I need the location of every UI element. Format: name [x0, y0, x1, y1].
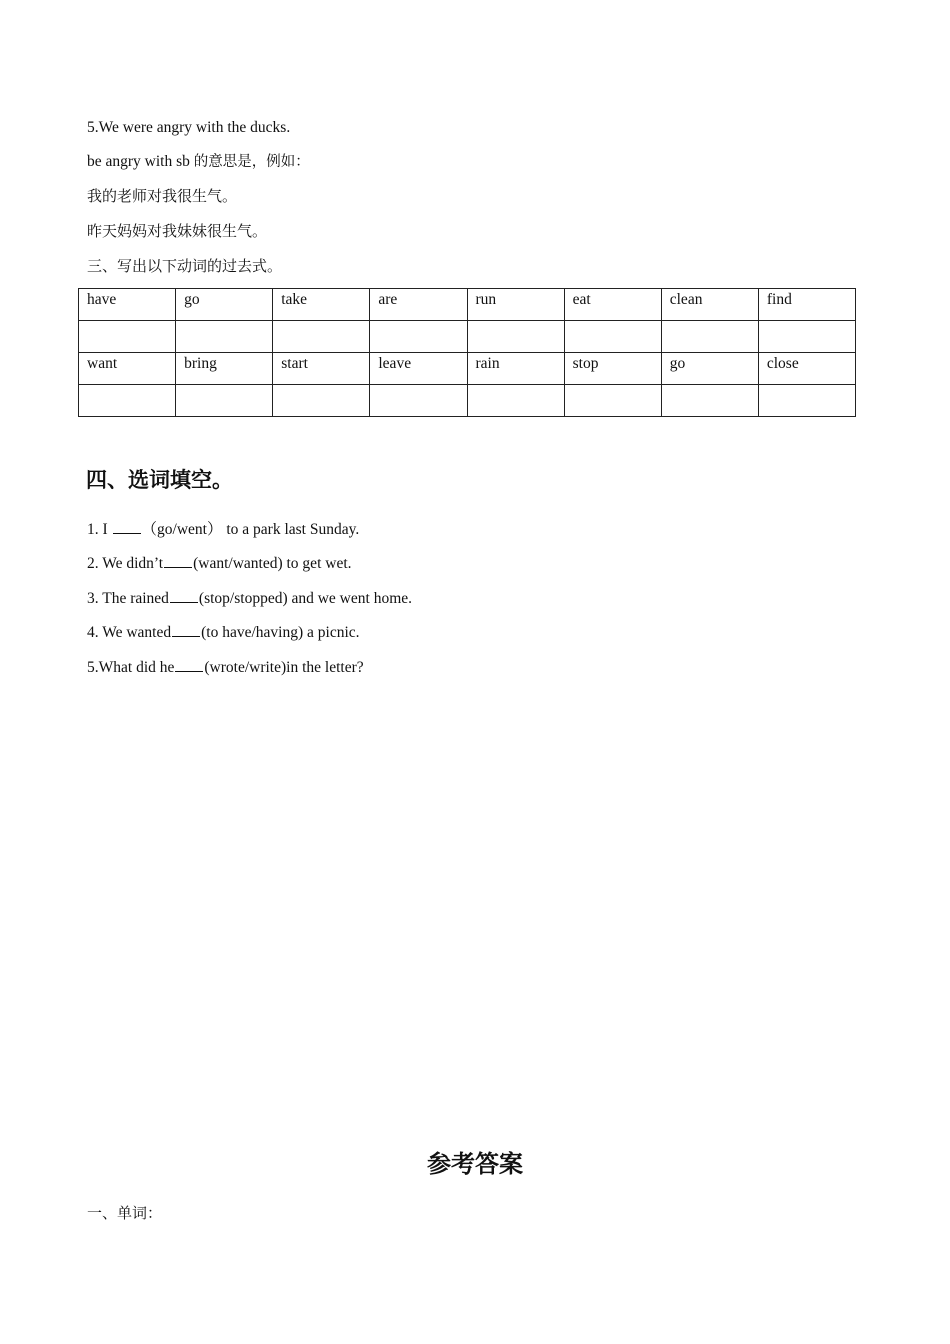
verb-cell: are [370, 289, 467, 321]
answer-key-title: 参考答案 [427, 1150, 523, 1178]
answer-blank[interactable] [172, 621, 200, 637]
verb-cell: bring [176, 353, 273, 385]
fill-item-2-options: (want/wanted) to get wet. [193, 555, 352, 572]
phrase-note-en: be angry with sb [87, 153, 194, 170]
fill-item-1 [87, 518, 359, 540]
fill-item-5 [87, 656, 364, 678]
answer-cell[interactable] [564, 385, 661, 417]
section-3-title: 三、写出以下动词的过去式。 [87, 257, 283, 275]
fill-item-5-options: (wrote/write)in the letter? [204, 659, 364, 676]
table-row-answers [79, 385, 856, 417]
section-4-title: 四、选词填空。 [86, 468, 233, 492]
answer-blank[interactable] [164, 552, 192, 568]
verb-cell: go [661, 353, 758, 385]
answer-cell[interactable] [661, 321, 758, 353]
fill-item-4-text: 4. We wanted [87, 624, 172, 641]
answer-blank[interactable] [175, 656, 203, 672]
verb-cell: run [467, 289, 564, 321]
answer-cell[interactable] [467, 321, 564, 353]
phrase-note [87, 152, 310, 172]
fill-item-1-text: 1. I [87, 521, 112, 538]
verb-table [78, 288, 856, 417]
fill-item-5-text: 5.What did he [87, 659, 175, 676]
example-2: 昨天妈妈对我妹妹很生气。 [87, 222, 268, 240]
answer-cell[interactable] [661, 385, 758, 417]
fill-item-1-options: （go/went） to a park last Sunday. [141, 521, 360, 538]
answer-cell[interactable] [79, 321, 176, 353]
answer-cell[interactable] [758, 321, 855, 353]
verb-cell: close [758, 353, 855, 385]
answer-blank[interactable] [113, 518, 141, 534]
answer-cell[interactable] [758, 385, 855, 417]
verb-cell: rain [467, 353, 564, 385]
fill-item-3-text: 3. The rained [87, 590, 169, 607]
verb-cell: go [176, 289, 273, 321]
verb-cell: find [758, 289, 855, 321]
fill-item-2-text: 2. We didn’t [87, 555, 164, 572]
fill-item-3-options: (stop/stopped) and we went home. [198, 590, 413, 607]
answer-cell[interactable] [273, 321, 370, 353]
fill-item-3 [87, 587, 412, 609]
fill-item-4 [87, 621, 360, 643]
answer-cell[interactable] [467, 385, 564, 417]
verb-cell: clean [661, 289, 758, 321]
verb-cell: want [79, 353, 176, 385]
answer-cell[interactable] [176, 321, 273, 353]
answer-cell[interactable] [370, 385, 467, 417]
answer-cell[interactable] [176, 385, 273, 417]
verb-cell: leave [370, 353, 467, 385]
verb-cell: take [273, 289, 370, 321]
sentence-5: 5.We were angry with the ducks. [87, 119, 291, 136]
verb-cell: have [79, 289, 176, 321]
example-1: 我的老师对我很生气。 [87, 187, 238, 205]
answer-part-1: 一、单词： [87, 1204, 163, 1222]
fill-item-2 [87, 552, 352, 574]
answer-blank[interactable] [170, 587, 198, 603]
answer-cell[interactable] [273, 385, 370, 417]
verb-cell: eat [564, 289, 661, 321]
answer-cell[interactable] [370, 321, 467, 353]
verb-cell: start [273, 353, 370, 385]
answer-cell[interactable] [79, 385, 176, 417]
phrase-note-cjk: 的意思是，例如： [193, 154, 310, 170]
fill-item-4-options: (to have/having) a picnic. [201, 624, 360, 641]
answer-cell[interactable] [564, 321, 661, 353]
table-row [79, 353, 856, 385]
table-row-answers [79, 321, 856, 353]
table-row [79, 289, 856, 321]
verb-cell: stop [564, 353, 661, 385]
